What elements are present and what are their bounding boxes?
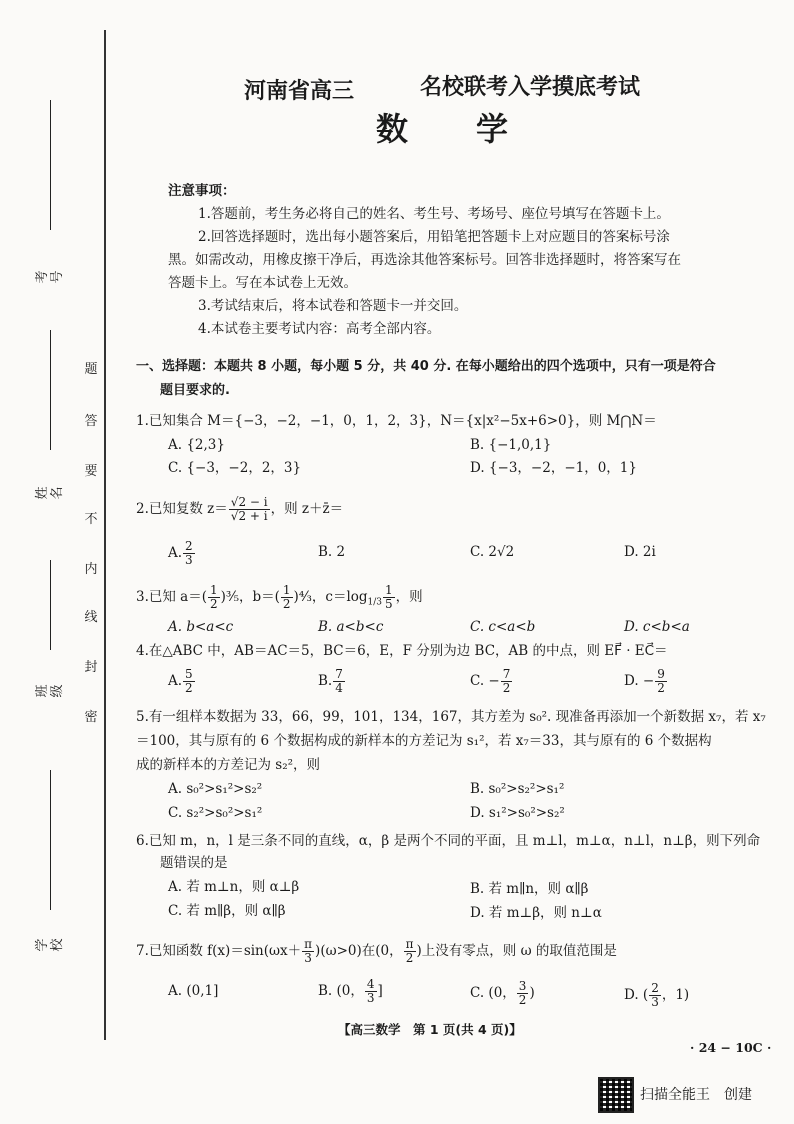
q4-d-frac	[655, 668, 667, 695]
kaohao-line	[50, 100, 51, 230]
footer-page: 【高三数学 第 1 页(共 4 页)】	[338, 1022, 522, 1037]
q3-option-c: C. c<a<b	[470, 619, 536, 635]
q7-d-frac	[649, 982, 661, 1009]
header-province: 河南省高三	[244, 79, 355, 104]
q7-mid: )(ω>0)在(0，	[315, 943, 403, 959]
q3-a-den: 2	[210, 597, 218, 611]
q6-stem-line1: 6.已知 m，n，l 是三条不同的直线，α，β 是两个不同的平面，且 m⊥l，m⊥α，n⊥l，n⊥β，则下列命	[136, 833, 761, 849]
q3-end: ，则	[395, 589, 423, 605]
seal-char: 内	[84, 562, 98, 577]
vertical-char: 姓	[35, 486, 50, 500]
notes-item: 4.本试卷主要考试内容：高考全部内容。	[198, 321, 441, 337]
vertical-char: 级	[50, 684, 65, 698]
q4-c-num: 7	[502, 667, 511, 681]
q2-stem-post: ，则 z＋z̄＝	[270, 501, 344, 517]
q4-c-label: C. −	[470, 673, 500, 689]
q4-d-num: 9	[657, 667, 665, 681]
q7-stem	[136, 938, 617, 965]
q5-option-c: C. s₂²>s₀²>s₁²	[168, 805, 263, 821]
notes-item: 答题卡上。写在本试卷上无效。	[168, 275, 357, 291]
header-exam-name: 名校联考入学摸底考试	[420, 75, 641, 100]
q7-d-pre: D. (	[624, 987, 649, 1003]
q4-option-b	[318, 668, 346, 695]
q3-b-exp: )⁴⁄₃，c＝log	[293, 589, 368, 605]
q2-option-d: D. 2i	[624, 544, 656, 560]
q4-b-num: 7	[335, 667, 343, 681]
q4-c-frac	[501, 668, 513, 695]
seal-char: 答	[84, 414, 98, 429]
q5-option-d: D. s₁²>s₀²>s₂²	[470, 805, 565, 821]
q7-c-post: )	[529, 985, 535, 1001]
q7-option-b	[318, 978, 383, 1005]
q6-stem-line2: 题错误的是	[160, 855, 228, 871]
q4-d-den: 2	[657, 681, 665, 695]
q1-option-c: C. {−3，−2，2，3}	[168, 460, 302, 476]
q4-b-frac	[333, 668, 345, 695]
q3-a-frac	[208, 584, 220, 611]
q7-c-den: 2	[518, 993, 527, 1007]
q4-a-den: 2	[185, 681, 193, 695]
q2-option-a	[168, 540, 196, 567]
q4-stem: 4.在△ABC 中，AB＝AC＝5，BC＝6，E，F 分别为边 BC，AB 的中点，则 EF⃗ · EC⃗＝	[136, 643, 668, 659]
label-kaohao	[35, 267, 65, 287]
notes-item: 2.回答选择题时，选出每小题答案后，用铅笔把答题卡上对应题目的答案标号涂	[198, 229, 670, 245]
q7-b-den: 3	[366, 991, 375, 1005]
q7-b-num: 4	[366, 977, 375, 991]
q4-d-label: D. −	[624, 673, 655, 689]
notes-item: 3.考试结束后，将本试卷和答题卡一并交回。	[198, 298, 468, 314]
q3-c-den: 5	[385, 597, 393, 611]
q7-option-c	[470, 980, 535, 1007]
q3-log-base: 1/3	[367, 597, 383, 608]
section-heading: 一、选择题：本题共 8 小题，每小题 5 分，共 40 分. 在每小题给出的四个选项中，只有一项是符合	[136, 359, 716, 374]
q1-stem: 1.已知集合 M＝{−3，−2，−1，0，1，2，3}，N＝{x|x²−5x+6>0}，则 M⋂N＝	[136, 413, 657, 429]
vertical-char: 号	[50, 270, 65, 284]
q3-option-a: A. b<a<c	[168, 619, 234, 635]
q3-b-num: 1	[282, 583, 291, 597]
q7-end: )上没有零点，则 ω 的取值范围是	[416, 943, 617, 959]
q3-stem	[136, 584, 423, 612]
label-xuexiao	[35, 935, 65, 955]
binding-line	[104, 30, 106, 1040]
q4-c-den: 2	[502, 681, 511, 695]
q7-pi-2	[404, 938, 416, 965]
q4-a-num: 5	[185, 667, 193, 681]
scanner-watermark: 扫描全能王 创建	[640, 1087, 752, 1103]
q4-option-d	[624, 668, 668, 695]
q7-b-pre: B. (0，	[318, 983, 364, 999]
q6-option-c: C. 若 m∥β，则 α∥β	[168, 903, 286, 919]
section-heading-cont: 题目要求的.	[160, 383, 230, 398]
q7-d-post: ，1)	[661, 987, 690, 1003]
q3-b-frac	[281, 584, 293, 611]
xingming-line	[50, 330, 51, 450]
q7-d-den: 3	[651, 995, 659, 1009]
q4-b-den: 4	[335, 681, 343, 695]
label-xingming	[35, 483, 65, 503]
q3-b-den: 2	[282, 597, 291, 611]
q7-option-a: A. (0,1]	[168, 983, 219, 999]
xuexiao-line	[50, 770, 51, 910]
q2-a-frac	[183, 540, 195, 567]
seal-char: 题	[84, 362, 98, 377]
page-title: 数 学	[376, 110, 527, 148]
notes-item: 黑。如需改动，用橡皮擦干净后，再选涂其他答案标号。回答非选择题时，将答案写在	[168, 252, 681, 268]
q7-b-post: ]	[377, 983, 383, 999]
q7-pi-3	[302, 938, 314, 965]
q2-a-num: 2	[185, 539, 193, 553]
q7-pre: 7.已知函数 f(x)＝sin(ωx＋	[136, 943, 302, 959]
q7-pi: π	[304, 937, 313, 951]
q4-a-label: A.	[168, 673, 183, 689]
q7-pi2: π	[405, 937, 414, 951]
q5-stem-line2: ＝100，其与原有的 6 个数据构成的新样本的方差记为 s₁²，若 x₇＝33，其与原有的 6 个数据构	[136, 733, 712, 749]
q2-option-c: C. 2√2	[470, 544, 515, 560]
q1-option-a: A. {2,3}	[168, 437, 225, 453]
q7-c-num: 3	[518, 979, 527, 993]
q7-three: 3	[304, 951, 312, 965]
q3-option-d: D. c<b<a	[624, 619, 690, 635]
notes-item: 1.答题前，考生务必将自己的姓名、考生号、考场号、座位号填写在答题卡上。	[198, 206, 670, 222]
q3-c-frac	[383, 584, 395, 611]
q3-a-exp: )³⁄₅，b＝(	[220, 589, 280, 605]
vertical-char: 考	[35, 270, 50, 284]
q6-option-a: A. 若 m⊥n，则 α⊥β	[168, 879, 300, 895]
q3-c-num: 1	[385, 583, 393, 597]
q7-d-num: 2	[651, 981, 659, 995]
vertical-char: 校	[50, 938, 65, 952]
q6-option-b: B. 若 m∥n，则 α∥β	[470, 881, 589, 897]
q4-a-frac	[183, 668, 195, 695]
seal-char: 密	[84, 710, 98, 725]
q2-option-b: B. 2	[318, 544, 346, 560]
seal-char: 线	[84, 610, 98, 625]
q3-a-pre: 3.已知 a＝(	[136, 589, 207, 605]
q2-den: √2 + i	[230, 509, 268, 523]
seal-char: 要	[84, 464, 98, 479]
q7-c-pre: C. (0，	[470, 985, 516, 1001]
q6-option-d: D. 若 m⊥β，则 n⊥α	[470, 905, 602, 921]
q2-fraction	[229, 496, 270, 523]
q7-two: 2	[405, 951, 414, 965]
q7-option-d	[624, 982, 689, 1009]
q5-option-a: A. s₀²>s₁²>s₂²	[168, 781, 263, 797]
notes-title: 注意事项：	[168, 183, 236, 199]
q4-b-label: B.	[318, 673, 333, 689]
banji-line	[50, 560, 51, 650]
q7-b-frac	[365, 978, 377, 1005]
q2-a-den: 3	[185, 553, 193, 567]
q4-option-a	[168, 668, 196, 695]
footer-code: · 24 − 10C ·	[690, 1040, 772, 1055]
q5-stem-line1: 5.有一组样本数据为 33，66，99，101，134，167，其方差为 s₀². 现准备再添加一个新数据 x₇，若 x₇	[136, 709, 766, 725]
q2-stem-pre: 2.已知复数 z＝	[136, 501, 228, 517]
label-banji	[35, 681, 65, 701]
q4-option-c	[470, 668, 513, 695]
q5-option-b: B. s₀²>s₂²>s₁²	[470, 781, 565, 797]
vertical-char: 名	[50, 486, 65, 500]
q3-option-b: B. a<b<c	[318, 619, 384, 635]
vertical-char: 学	[35, 938, 50, 952]
seal-char: 封	[84, 660, 98, 675]
q1-option-d: D. {−3，−2，−1，0，1}	[470, 460, 637, 476]
q2-a-label: A.	[168, 545, 183, 561]
seal-char: 不	[84, 512, 98, 527]
qr-code-icon	[598, 1077, 634, 1113]
q1-option-b: B. {−1,0,1}	[470, 437, 552, 453]
vertical-char: 班	[35, 684, 50, 698]
q2-stem	[136, 496, 343, 523]
q2-num: √2 − i	[230, 495, 268, 509]
q5-stem-line3: 成的新样本的方差记为 s₂²，则	[136, 757, 321, 773]
q3-a-num: 1	[210, 583, 218, 597]
q7-c-frac	[517, 980, 529, 1007]
